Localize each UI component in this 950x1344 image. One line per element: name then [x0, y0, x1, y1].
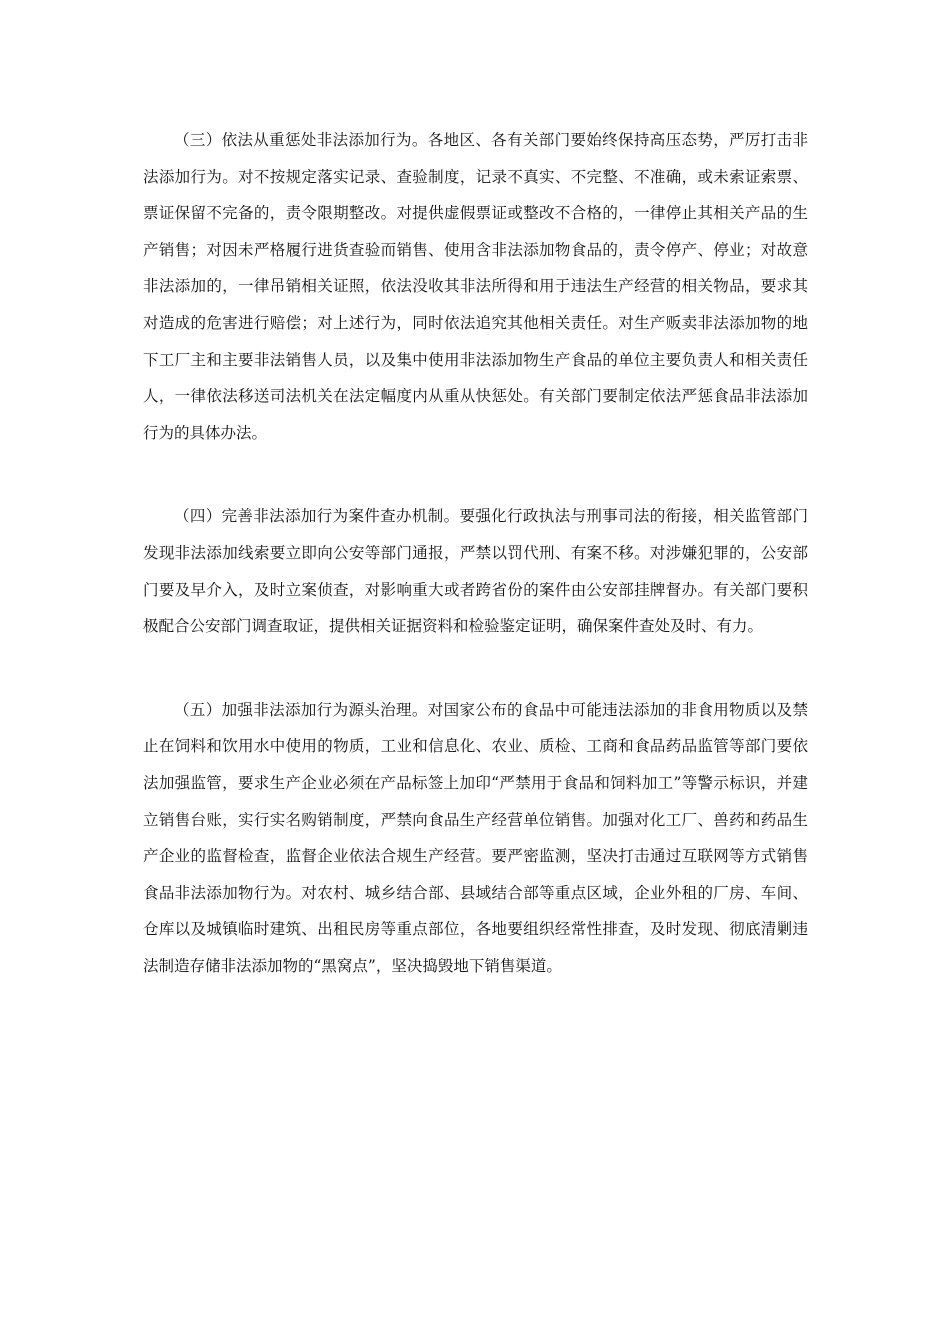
paragraph-section-4: （四）完善非法添加行为案件查办机制。要强化行政执法与刑事司法的衔接，相关监管部门发现非法添加线索要立即向公安等部门通报，严禁以罚代刑、有案不移。对涉嫌犯罪的，公安部门要及早介入，及时立案侦查，对影响重大或者跨省份的案件由公安部挂牌督办。有关部门要积极配合公安部门调查取证，提供相关证据资料和检验鉴定证明，确保案件查处及时、有力。 — [143, 507, 808, 636]
paragraph-section-5: （五）加强非法添加行为源头治理。对国家公布的食品中可能违法添加的非食用物质以及禁止在饲料和饮用水中使用的物质，工业和信息化、农业、质检、工商和食品药品监管等部门要依法加强监管，要求生产企业必须在产品标签上加印“严禁用于食品和饲料加工”等警示标识，并建立销售台账，实行实名购销制度，严禁向食品生产经营单位销售。加强对化工厂、兽药和药品生产企业的监督检查，监督企业依法合规生产经营。要严密监测，坚决打击通过互联网等方式销售食品非法添加物行为。对农村、城乡结合部、县域结合部等重点区域，企业外租的厂房、车间、仓库以及城镇临时建筑、出租民房等重点部位，各地要组织经常性排查，及时发现、彻底清剿违法制造存储非法添加物的“黑窝点”，坚决捣毁地下销售渠道。 — [143, 700, 808, 975]
paragraph-section-3: （三）依法从重惩处非法添加行为。各地区、各有关部门要始终保持高压态势，严厉打击非法添加行为。对不按规定落实记录、查验制度，记录不真实、不完整、不准确，或未索证索票、票证保留不完备的，责令限期整改。对提供虚假票证或整改不合格的，一律停止其相关产品的生产销售；对因未严格履行进货查验而销售、使用含非法添加物食品的，责令停产、停业；对故意非法添加的，一律吊销相关证照，依法没收其非法所得和用于违法生产经营的相关物品，要求其对造成的危害进行赔偿；对上述行为，同时依法追究其他相关责任。对生产贩卖非法添加物的地下工厂主和主要非法销售人员，以及集中使用非法添加物生产食品的单位主要负责人和相关责任人，一律依法移送司法机关在法定幅度内从重从快惩处。有关部门要制定依法严惩食品非法添加行为的具体办法。 — [143, 131, 808, 442]
document-page — [143, 122, 808, 984]
